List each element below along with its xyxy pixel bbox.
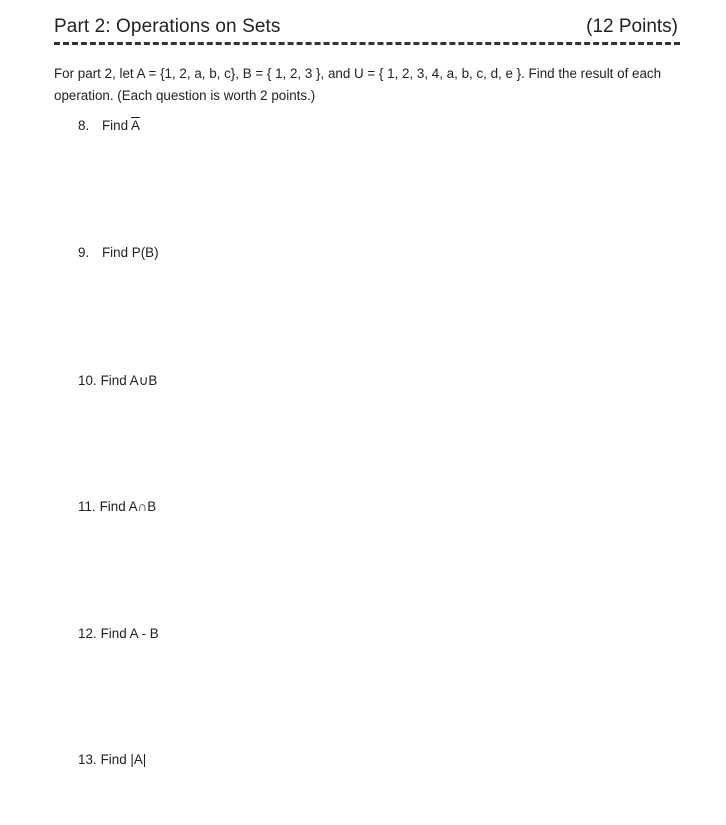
- question-13: [78, 752, 146, 767]
- dashed-divider: [54, 42, 680, 45]
- question-number: 13.: [78, 752, 97, 767]
- question-10: [78, 373, 157, 389]
- question-text: Find: [102, 118, 132, 133]
- question-number: 9.: [78, 245, 90, 260]
- question-text: Find P(B): [102, 245, 159, 260]
- question-number: 10.: [78, 373, 97, 388]
- instructions-paragraph: For part 2, let A = {1, 2, a, b, c}, B = { 1, 2, 3 }, and U = { 1, 2, 3, 4, a, b, c, d, e }. Find the result of each operation. (Each question is worth 2 points.): [54, 66, 662, 103]
- question-11: [78, 499, 156, 514]
- question-9: [78, 245, 159, 260]
- question-number: 11.: [78, 499, 96, 514]
- complement-symbol: $\overline{A}$: [131, 118, 140, 133]
- question-text: Find A∩B: [99, 499, 157, 514]
- section-header: [54, 14, 678, 42]
- question-text: Find |A|: [100, 752, 147, 767]
- question-text: Find A - B: [100, 626, 159, 641]
- section-title: Part 2: Operations on Sets: [54, 16, 281, 37]
- section-points: (12 Points): [586, 16, 678, 37]
- question-number: 8.: [78, 118, 90, 133]
- question-8: [78, 118, 140, 133]
- question-number: 12.: [78, 626, 97, 641]
- question-12: [78, 626, 159, 641]
- question-text: Find A∪B: [100, 373, 158, 388]
